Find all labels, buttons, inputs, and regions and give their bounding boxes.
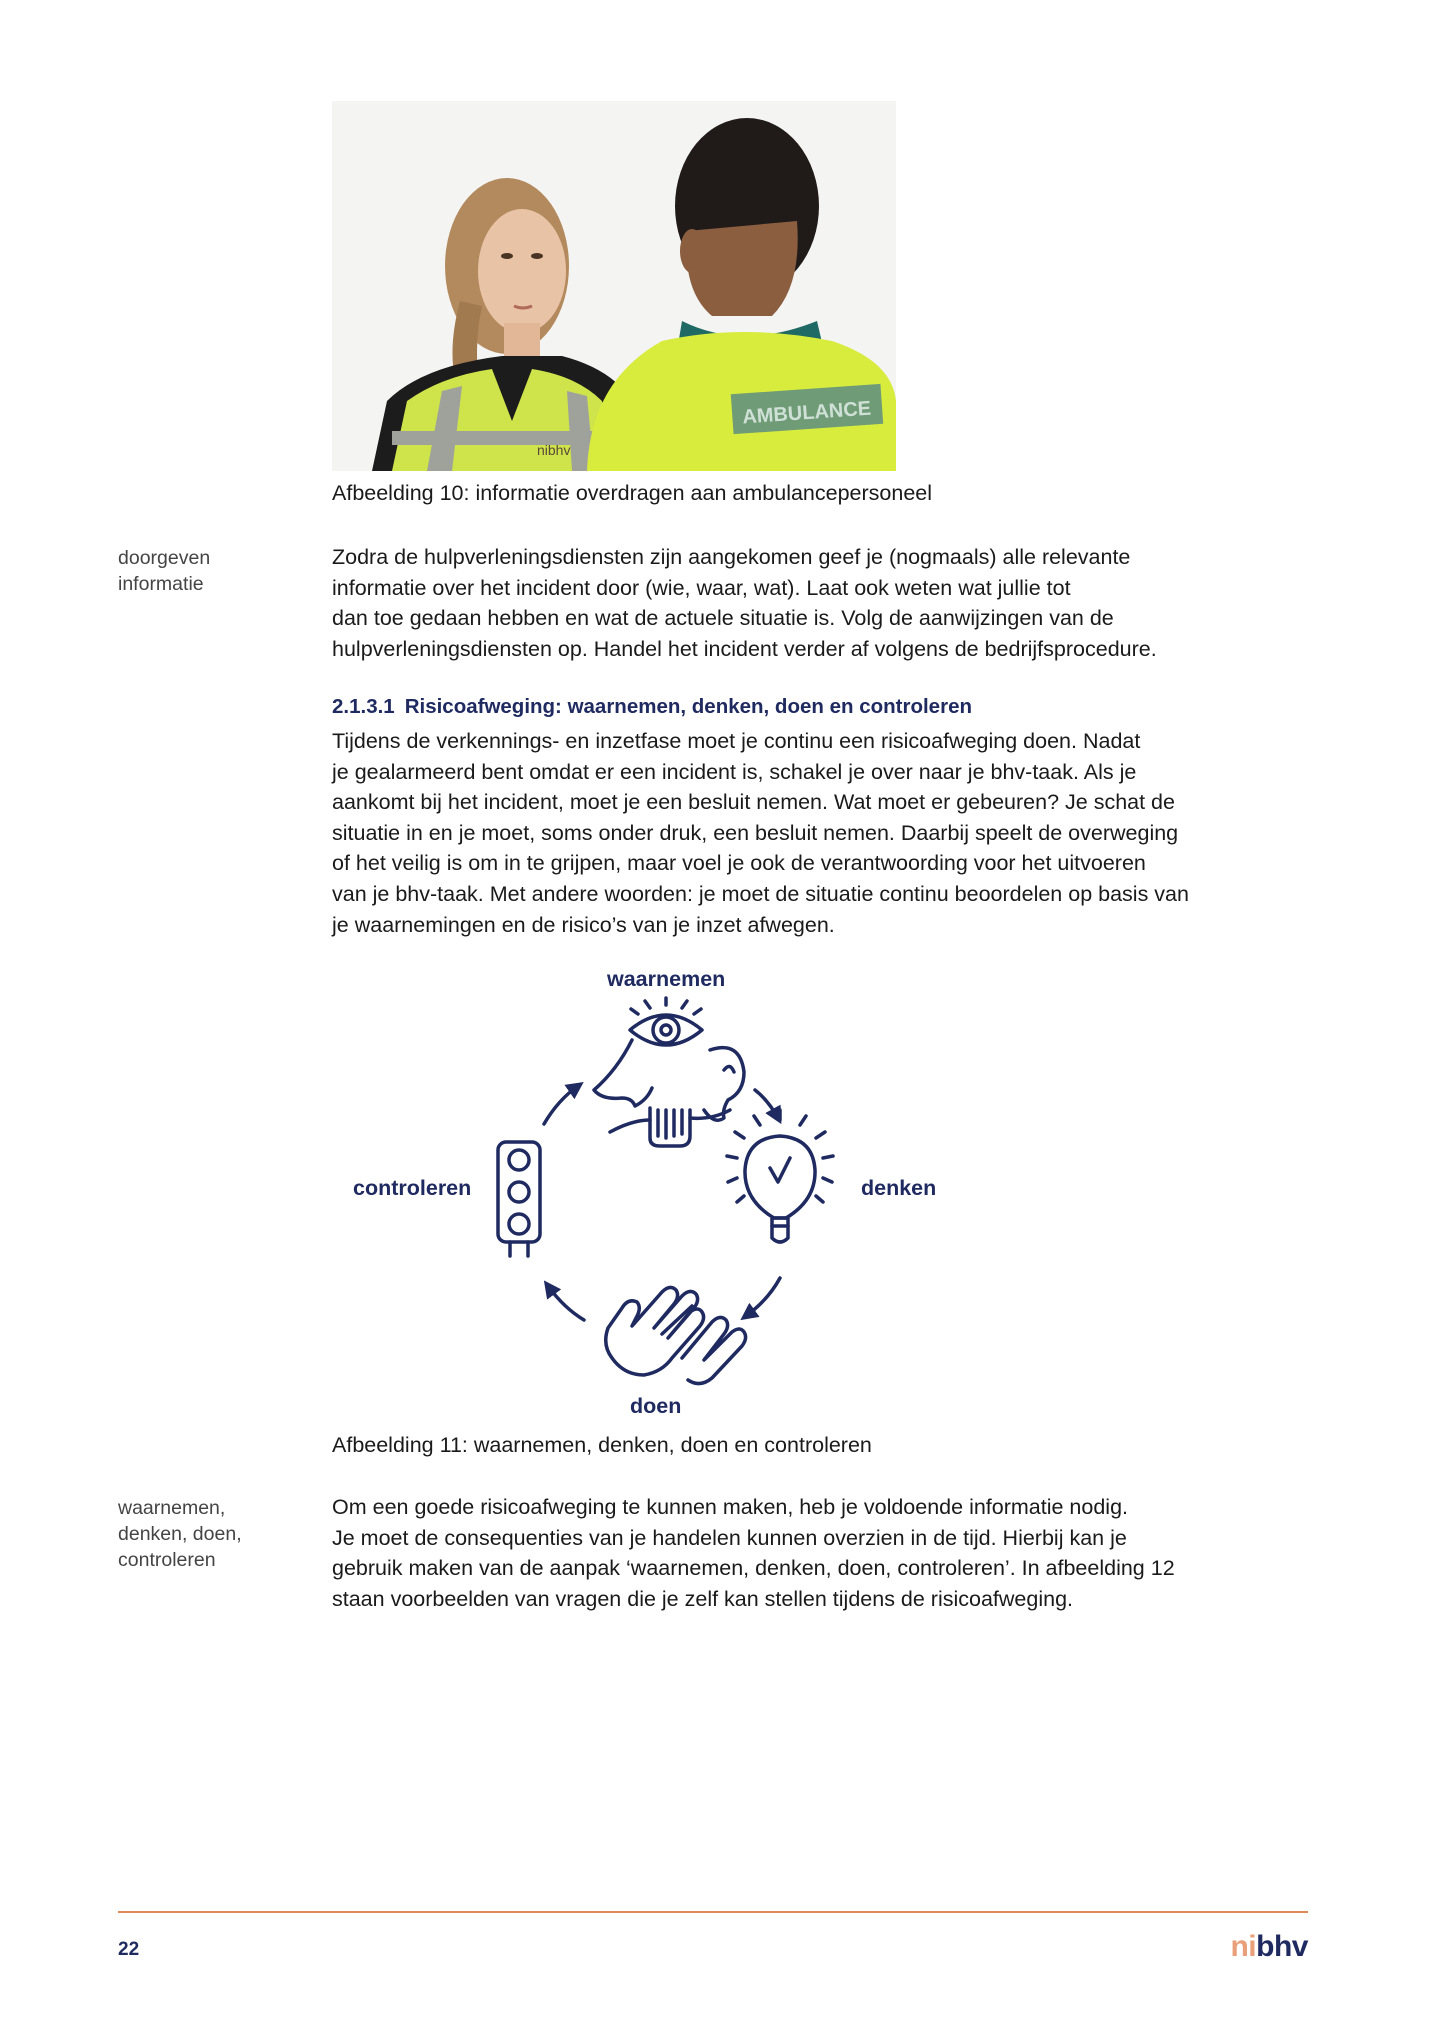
arrow-to-doen (746, 1278, 780, 1316)
ambulance-vest-text: AMBULANCE (741, 397, 872, 429)
paragraph-line: van je bhv-taak. Met andere woorden: je moet de situatie continu beoordelen op basis van (332, 881, 1189, 906)
paragraph-line: Tijdens de verkennings- en inzetfase moet je continu een risicoafweging doen. Nadat (332, 729, 1141, 753)
logo-part-ni: ni (1230, 1930, 1257, 1963)
margin-note-doorgeven: doorgeven informatie (118, 547, 211, 595)
paragraph-line: dan toe gedaan hebben en wat de actuele situatie is. Volg de aanwijzingen van de (332, 606, 1114, 631)
paragraph-line: of het veilig is om in te grijpen, maar voel je ook de verantwoording voor het uitvoeren (332, 851, 1146, 876)
ambulance-handover-photo (332, 101, 896, 471)
paragraph-line: informatie over het incident door (wie, waar, wat). Laat ook weten wat jullie tot (332, 575, 1071, 600)
nibhv-logo (1230, 1930, 1308, 1964)
lightbulb-icon (727, 1110, 833, 1242)
arrow-to-denken (755, 1090, 778, 1118)
paragraph-line: je waarnemingen en de risico’s van je inzet afwegen. (332, 912, 835, 937)
label-denken: denken (861, 1176, 937, 1200)
paragraph-line: staan voorbeelden van vragen die je zelf kan stellen tijdens de risicoafweging. (332, 1586, 1074, 1611)
paragraph-doorgeven-informatie (332, 542, 1332, 664)
arrow-to-controleren (548, 1286, 584, 1320)
vest-badge: nibhv (537, 442, 571, 458)
hands-icon (606, 1287, 746, 1383)
paragraph-line: situatie in en je moet, soms onder druk, een besluit nemen. Daarbij speelt de overweging (332, 820, 1179, 845)
figure10-caption: Afbeelding 10: informatie overdragen aan ambulancepersoneel (332, 481, 933, 505)
traffic-light-icon (498, 1142, 540, 1256)
arrow-to-waarnemen (544, 1086, 578, 1124)
label-doen: doen (630, 1394, 682, 1418)
paragraph-risicoafweging (332, 726, 1332, 940)
paragraph-line: Zodra de hulpverleningsdiensten zijn aangekomen geef je (nogmaals) alle relevante (332, 545, 1131, 569)
paragraph-line: aankomt bij het incident, moet je een besluit nemen. Wat moet er gebeuren? Je schat de (332, 790, 1175, 815)
paragraph-line: Je moet de consequenties van je handelen kunnen overzien in de tijd. Hierbij kan je (332, 1525, 1127, 1550)
page-number: 22 (118, 1939, 140, 1960)
figure11-caption: Afbeelding 11: waarnemen, denken, doen en controleren (332, 1433, 872, 1457)
logo-part-bhv: bhv (1256, 1930, 1308, 1963)
paragraph-line: hulpverleningsdiensten op. Handel het incident verder af volgens de bedrijfsprocedure. (332, 636, 1157, 661)
section-heading (332, 695, 972, 719)
paragraph-line: gebruik maken van de aanpak ‘waarnemen, denken, doen, controleren’. In afbeelding 12 (332, 1556, 1175, 1581)
risk-cycle-diagram (332, 960, 972, 1426)
senses-icon (594, 998, 744, 1146)
heading-number: 2.1.3.1 (332, 695, 395, 718)
label-waarnemen: waarnemen (607, 967, 726, 991)
paragraph-line: Om een goede risicoafweging te kunnen maken, heb je voldoende informatie nodig. (332, 1495, 1129, 1519)
paragraph-line: je gealarmeerd bent omdat er een incident is, schakel je over naar je bhv-taak. Als je (332, 759, 1137, 784)
margin-note-cycle: waarnemen, denken, doen, controleren (118, 1497, 242, 1571)
paragraph-aanpak (332, 1492, 1332, 1614)
footer-divider (118, 1911, 1308, 1913)
heading-title: Risicoafweging: waarnemen, denken, doen en controleren (404, 695, 972, 718)
label-controleren: controleren (353, 1176, 472, 1200)
